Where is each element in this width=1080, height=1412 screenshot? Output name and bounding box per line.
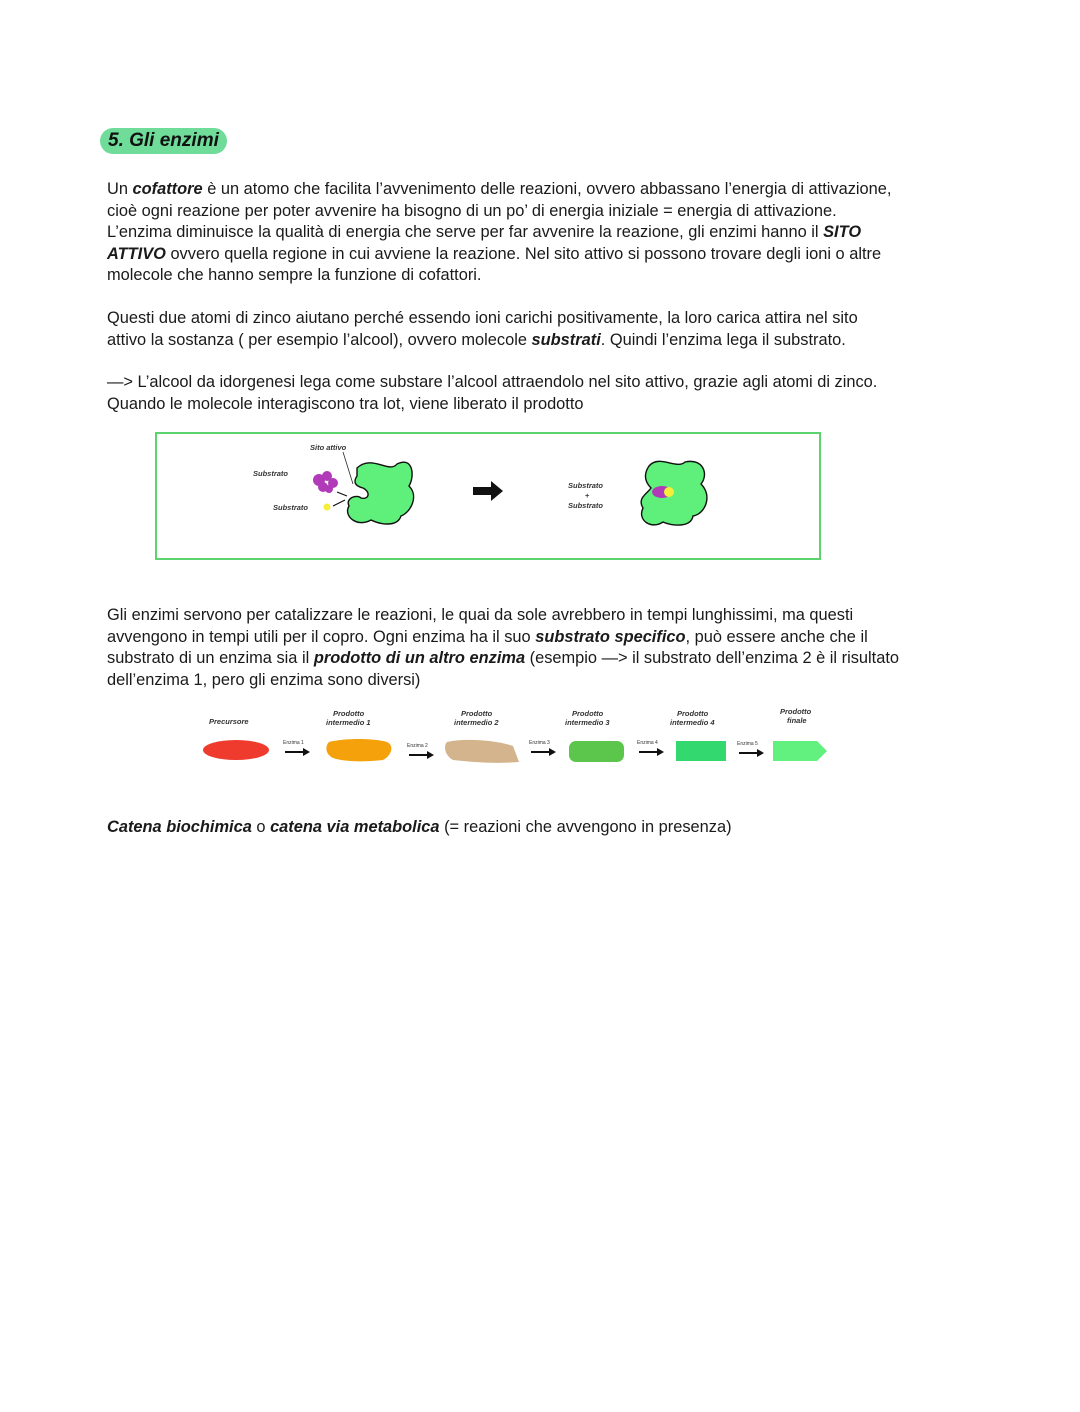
shape-intermedio-1 xyxy=(326,739,391,761)
label-p4a: Prodotto xyxy=(677,709,709,718)
label-enzima-2: Enzima 2 xyxy=(407,743,428,749)
label-precursore: Precursore xyxy=(209,717,249,726)
shape-finale xyxy=(773,741,827,761)
label-p2b: intermedio 2 xyxy=(454,718,499,727)
shape-precursore xyxy=(203,740,269,760)
label-p1a: Prodotto xyxy=(333,709,365,718)
section-heading: 5. Gli enzimi xyxy=(100,128,227,154)
label-p2a: Prodotto xyxy=(461,709,493,718)
substrate-yellow xyxy=(324,504,331,511)
label-right-substrato-2: Substrato xyxy=(568,501,604,510)
label-p3b: intermedio 3 xyxy=(565,718,610,727)
label-enzima-3: Enzima 3 xyxy=(529,740,550,746)
label-plus: + xyxy=(585,491,590,500)
big-arrow xyxy=(473,481,503,501)
paragraph-cofattore: Un cofattore è un atomo che facilita l’avvenimento delle reazioni, ovvero abbassano l’energia di attivazione, cioè ogni reazione per poter avvenire ha bisogno di un po’ di energia iniziale = energia di attivazione. L’enzima diminuisce la qualità di energia che serve per far avvenire la reazione, gli enzimi hanno il SITO ATTIVO ovvero quella regione in cui avviene la reazione. Nel sito attivo si possono trovare degli ioni o altre molecole che hanno sempre la funzione di cofattori. xyxy=(107,180,892,285)
label-p3a: Prodotto xyxy=(572,709,604,718)
enzyme-shape xyxy=(348,462,414,524)
label-p4b: intermedio 4 xyxy=(670,718,715,727)
arrow-b xyxy=(333,500,345,506)
label-right-substrato-1: Substrato xyxy=(568,481,604,490)
paragraph-alcool: —> L’alcool da idorgenesi lega come substare l’alcool attraendolo nel sito attivo, grazie agli atomi di zinco. Quando le molecole interagiscono tra lot, viene liberato il prodotto xyxy=(107,373,878,413)
paragraph-enzimi: Gli enzimi servono per catalizzare le reazioni, le quai da sole avrebbero in tempi lunghissimi, ma questi avvengono in tempi utili per il copro. Ogni enzima ha il suo substrato specifico, può essere anche che il substrato di un enzima sia il prodotto di un altro enzima (esempio —> il substrato dell’enzima 2 è il risultato dell’enzima 1, pero gli enzima sono diversi) xyxy=(107,606,900,689)
label-enzima-5: Enzima 5 xyxy=(737,741,758,747)
label-enzima-4: Enzima 4 xyxy=(637,740,658,746)
catena-line: Catena biochimica o catena via metabolica (= reazioni che avvengono in presenza) xyxy=(107,818,732,836)
label-pfa: Prodotto xyxy=(780,707,812,716)
paragraph-zinco: Questi due atomi di zinco aiutano perché essendo ioni carichi positivamente, la loro carica attira nel sito attivo la sostanza ( per esempio l’alcool), ovvero molecole substrati. Quindi l’enzima lega il substrato. xyxy=(107,309,858,349)
enzyme-with-substrate xyxy=(641,461,707,525)
substrate-purple xyxy=(313,471,338,493)
bound-yellow xyxy=(664,487,674,497)
shape-intermedio-4 xyxy=(676,741,726,761)
label-enzima-1: Enzima 1 xyxy=(283,740,304,746)
metabolic-pathway-figure xyxy=(195,700,845,770)
label-substrato-2: Substrato xyxy=(273,503,309,512)
label-sito-attivo: Sito attivo xyxy=(310,443,347,452)
label-p1b: intermedio 1 xyxy=(326,718,371,727)
pointer-line xyxy=(343,452,353,484)
label-substrato-1: Substrato xyxy=(253,469,289,478)
shape-intermedio-3 xyxy=(569,741,624,762)
label-pfb: finale xyxy=(787,716,807,725)
shape-intermedio-2 xyxy=(445,740,519,763)
arrow-a xyxy=(337,492,347,496)
enzyme-substrate-figure xyxy=(155,432,821,560)
